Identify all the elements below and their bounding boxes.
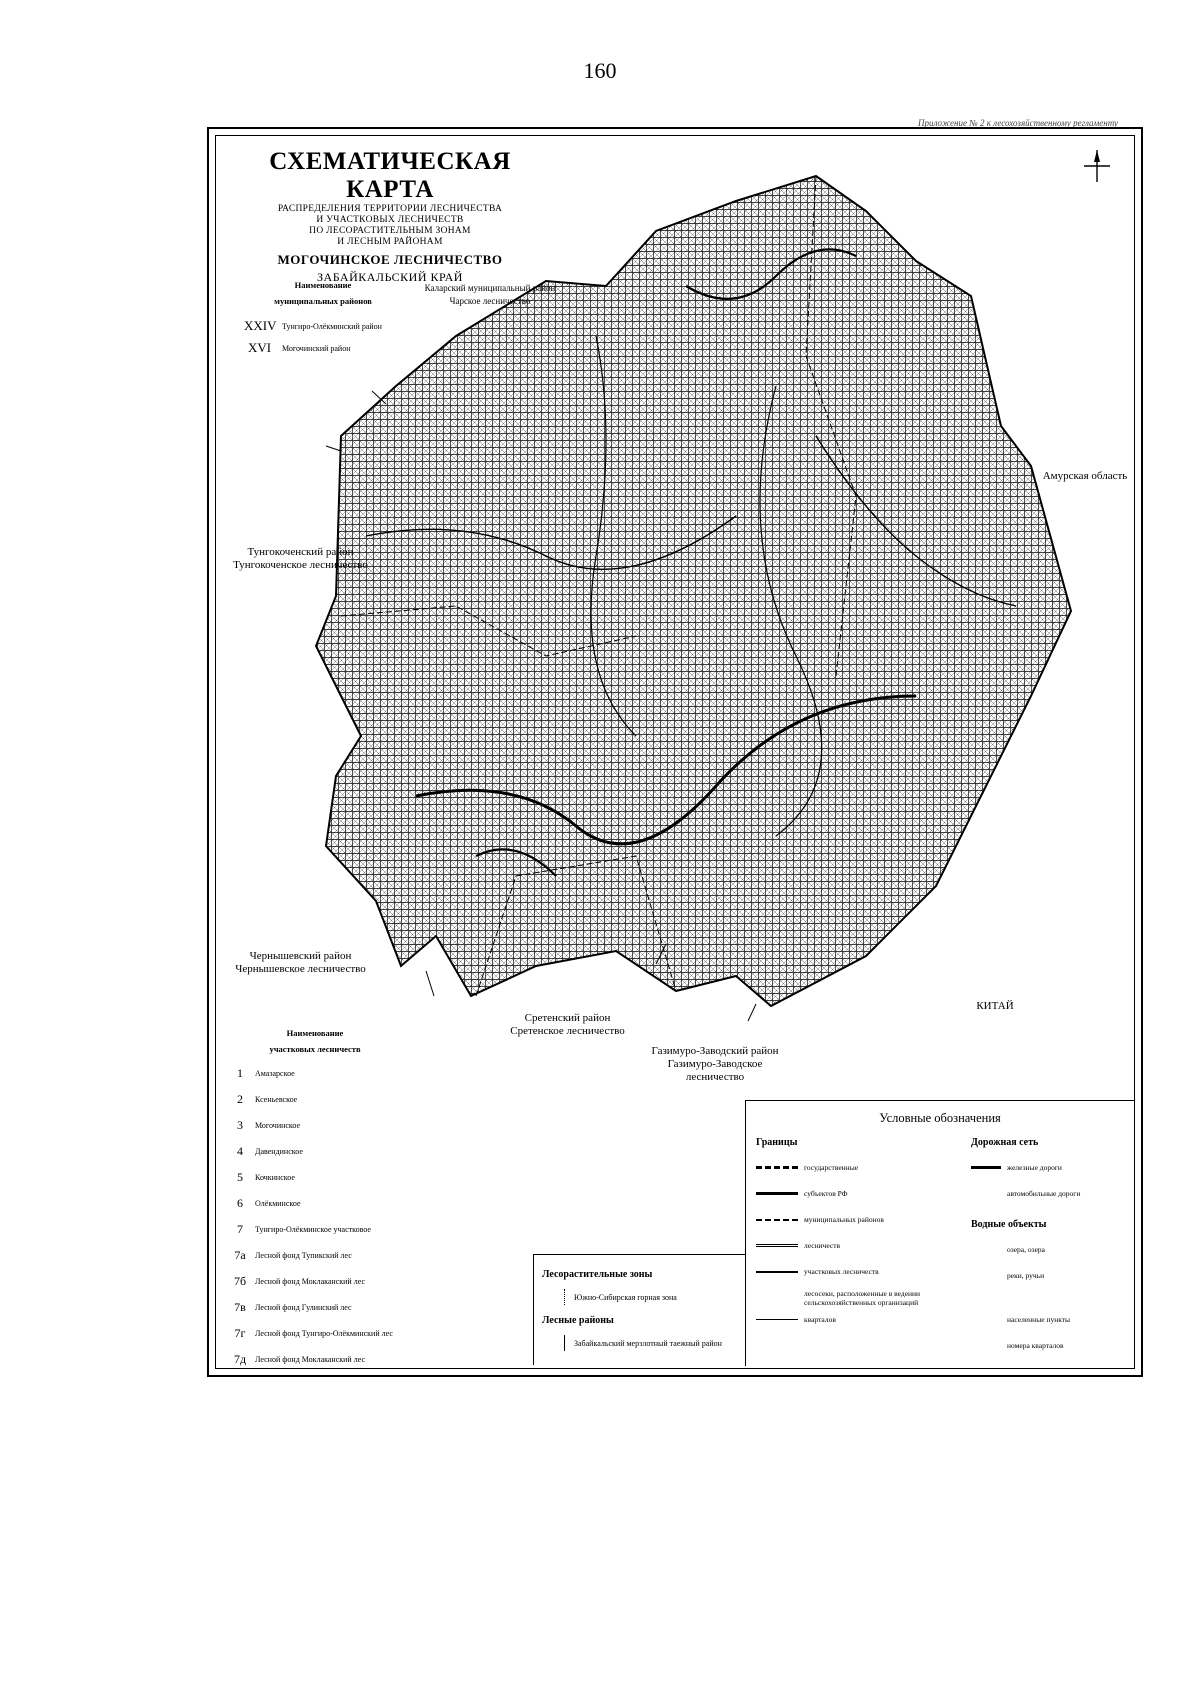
local-forestry-name: Лесной фонд Моклаканский лес — [255, 1354, 366, 1364]
local-forestry-row — [225, 1190, 455, 1216]
subtitle-line-1: РАСПРЕДЕЛЕНИЯ ТЕРРИТОРИИ ЛЕСНИЧЕСТВА — [277, 204, 503, 214]
legend-lakes — [971, 1245, 1045, 1254]
legend-label: муниципальных районов — [804, 1215, 884, 1224]
local-forestry-number: 7а — [234, 1247, 246, 1262]
municipal-district-code: XVI — [248, 340, 272, 355]
neighbor-north-line-2: Чарское лесничество — [449, 296, 531, 306]
legend-border-agricultural — [804, 1289, 974, 1307]
local-forestry-number: 4 — [237, 1143, 243, 1158]
neighbor-south-1-line-1: Сретенский район — [524, 1012, 611, 1024]
neighbor-south-2-line-3: лесничество — [685, 1071, 745, 1083]
municipal-heading-line-2: муниципальных районов — [274, 296, 372, 306]
municipal-district-label: Могочинский район — [282, 343, 351, 353]
local-forestry-number: 7 — [237, 1221, 243, 1236]
district-marker — [564, 1335, 566, 1351]
page-number: 160 — [583, 58, 617, 83]
districts-heading: Лесные районы — [542, 1315, 614, 1326]
local-forestry-name: Ксеньевское — [255, 1094, 298, 1104]
line-symbol — [971, 1193, 1001, 1194]
neighbor-southwest-line-1: Чернышевский район — [249, 950, 352, 962]
legend-road — [971, 1189, 1080, 1198]
local-forestry-row — [225, 1164, 455, 1190]
zone-marker — [564, 1289, 566, 1305]
local-forestries-list — [225, 1060, 455, 1372]
legend-label: населенные пункты — [1007, 1315, 1071, 1324]
zone-label: Южно-Сибирская горная зона — [574, 1293, 677, 1302]
legend — [745, 1100, 1134, 1366]
neighbor-north — [390, 282, 590, 308]
local-forestry-name: Олёкминское — [255, 1198, 301, 1208]
local-forestry-number: 5 — [237, 1169, 243, 1184]
legend-border-forestry — [756, 1241, 840, 1250]
neighbor-south-2-line-1: Газимуро-Заводский район — [651, 1045, 779, 1057]
local-forestry-row — [225, 1268, 455, 1294]
legend-quarter-numbers — [971, 1341, 1064, 1350]
neighbor-west — [228, 546, 373, 572]
local-forestry-number: 7в — [234, 1299, 246, 1314]
municipal-district-1 — [244, 318, 382, 334]
neighbor-north-line-1: Каларский муниципальный район — [424, 283, 556, 293]
legend-label: кварталов — [804, 1315, 836, 1324]
local-forestry-name: Лесной фонд Гулинский лес — [255, 1302, 352, 1312]
zones-heading: Лесорастительные зоны — [542, 1269, 653, 1280]
local-forestry-row — [225, 1346, 455, 1372]
legend-label: лесничеств — [804, 1241, 841, 1250]
line-symbol — [756, 1319, 798, 1320]
legend-borders-heading: Границы — [756, 1137, 798, 1148]
local-forestry-number: 6 — [237, 1195, 243, 1210]
legend-border-state — [756, 1163, 858, 1172]
neighbor-southwest-line-2: Чернышевское лесничество — [235, 963, 366, 975]
legend-water-heading: Водные объекты — [971, 1219, 1047, 1230]
legend-label: лесосеки, расположенные в ведении сельскохозяйственных организаций — [804, 1289, 921, 1307]
legend-roads-heading: Дорожная сеть — [971, 1137, 1039, 1148]
neighbor-east — [1025, 470, 1145, 483]
line-symbol — [971, 1166, 1001, 1169]
local-forestry-row — [225, 1294, 455, 1320]
legend-label: субъектов РФ — [804, 1189, 848, 1198]
local-forestry-number: 7д — [233, 1351, 247, 1366]
forestry-name: МОГОЧИНСКОЕ ЛЕСНИЧЕСТВО — [277, 252, 503, 267]
legend-rivers — [971, 1271, 1044, 1280]
legend-border-municipal — [756, 1215, 884, 1224]
neighbor-southeast — [965, 1000, 1025, 1013]
local-forestry-name: Кочкинское — [255, 1172, 295, 1182]
municipal-district-code: XXIV — [244, 318, 277, 333]
map-title: СХЕМАТИЧЕСКАЯ КАРТА — [269, 148, 511, 203]
municipal-heading — [258, 280, 388, 306]
local-forestry-row — [225, 1112, 455, 1138]
local-forestry-row — [225, 1320, 455, 1346]
line-symbol — [756, 1192, 798, 1195]
local-forestry-number: 7г — [234, 1325, 246, 1340]
legend-label: номера кварталов — [1007, 1341, 1064, 1350]
municipal-district-label: Тунгиро-Олёкминский район — [282, 321, 382, 331]
local-forestry-name: Тунгиро-Олёкминское участковое — [255, 1224, 371, 1234]
local-forestry-name: Давендинское — [255, 1146, 303, 1156]
legend-border-subject — [756, 1189, 848, 1198]
local-forestry-row — [225, 1138, 455, 1164]
local-forestry-name: Лесной фонд Тупикский лес — [255, 1250, 352, 1260]
local-forestry-name: Могочинское — [255, 1120, 301, 1130]
local-forestry-number: 7б — [233, 1273, 247, 1288]
district-label: Забайкальский мерзлотный таежный район — [574, 1339, 722, 1348]
subtitle-line-3: ПО ЛЕСОРАСТИТЕЛЬНЫМ ЗОНАМ — [309, 226, 471, 236]
neighbor-south-2 — [640, 1045, 790, 1084]
local-forestry-name: Амазарское — [255, 1068, 295, 1078]
local-forestry-row — [225, 1086, 455, 1112]
local-forestry-row — [225, 1242, 455, 1268]
neighbor-southwest — [228, 950, 373, 976]
legend-title: Условные обозначения — [879, 1111, 1001, 1125]
local-forestry-name: Лесной фонд Моклаканский лес — [255, 1276, 366, 1286]
legend-label: автомобильные дороги — [1007, 1189, 1081, 1198]
local-heading — [255, 1028, 375, 1054]
local-forestry-number: 2 — [237, 1091, 243, 1106]
legend-label: железные дороги — [1007, 1163, 1062, 1172]
legend-border-quarters — [756, 1315, 836, 1324]
municipal-heading-line-1: Наименование — [294, 280, 352, 290]
zones-box — [533, 1254, 746, 1365]
local-forestry-number: 3 — [237, 1117, 243, 1132]
neighbor-south-2-line-2: Газимуро-Заводское — [667, 1058, 763, 1070]
subtitle-line-2: И УЧАСТКОВЫХ ЛЕСНИЧЕСТВ — [316, 215, 464, 225]
neighbor-east-line-1: Амурская область — [1042, 470, 1128, 482]
local-heading-line-2: участковых лесничеств — [269, 1044, 361, 1054]
compass-rose-icon — [1082, 148, 1112, 189]
neighbor-west-line-2: Тунгокоченское лесничество — [233, 559, 368, 571]
neighbor-south-1-line-2: Сретенское лесничество — [510, 1025, 625, 1037]
line-symbol — [756, 1219, 798, 1221]
legend-settlements — [971, 1315, 1070, 1324]
local-forestry-row — [225, 1060, 455, 1086]
local-forestry-name: Лесной фонд Тунгиро-Олёкминский лес — [255, 1328, 393, 1338]
neighbor-south-1 — [500, 1012, 635, 1038]
local-forestry-row — [225, 1216, 455, 1242]
title-block — [230, 148, 550, 285]
neighbor-west-line-1: Тунгокоченский район — [247, 546, 354, 558]
appendix-note: Приложение № 2 к лесохозяйственному регламенту — [917, 118, 1118, 128]
legend-border-local — [756, 1267, 879, 1276]
legend-label: озера, озера — [1007, 1245, 1045, 1254]
line-symbol — [756, 1244, 798, 1247]
legend-label: государственные — [804, 1163, 859, 1172]
local-forestry-number: 1 — [237, 1065, 243, 1080]
legend-label: реки, ручьи — [1007, 1271, 1045, 1280]
line-symbol — [756, 1271, 798, 1273]
legend-label: участковых лесничеств — [804, 1267, 879, 1276]
neighbor-southeast-line-1: КИТАЙ — [976, 1000, 1014, 1012]
local-heading-line-1: Наименование — [286, 1028, 344, 1038]
municipal-district-2 — [248, 340, 351, 356]
legend-railway — [971, 1163, 1062, 1172]
subtitle-line-4: И ЛЕСНЫМ РАЙОНАМ — [337, 237, 443, 247]
region-name: ЗАБАЙКАЛЬСКИЙ КРАЙ — [317, 270, 463, 284]
line-symbol — [756, 1166, 798, 1169]
